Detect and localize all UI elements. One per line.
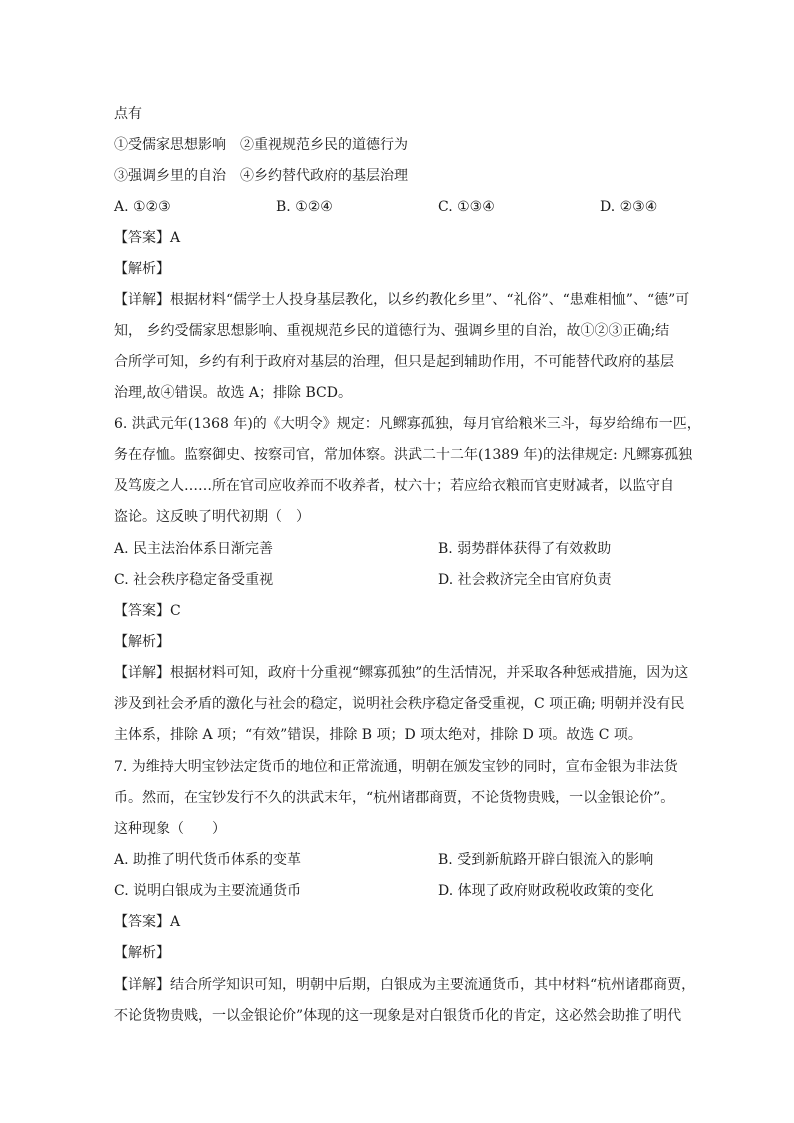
q7-option-b: B. 受到新航路开辟白银流入的影响 — [438, 852, 654, 868]
q6-option-c: C. 社会秩序稳定备受重视 — [114, 572, 274, 588]
q6-stem-line-2: 务在存恤。监察御史、按察司官，常加体察。洪武二十二年(1389 年)的法律规定: 凡鳏寡孤独 — [114, 447, 693, 463]
detail-text: 根据材料可知，政府十分重视“鳏寡孤独”的生活情况，并采取各种惩戒措施，因为这 — [170, 665, 689, 681]
q5-detail-line-1 — [114, 290, 689, 310]
q6-analysis-tag: 【解析】 — [114, 634, 170, 650]
detail-tag: 【详解】 — [114, 292, 170, 308]
detail-tag: 【详解】 — [114, 665, 170, 681]
q7-stem-line-2: 币。然而，在宝钞发行不久的洪武末年，“杭州诸郡商贾，不论货物贵贱，一以金银论价”。 — [114, 790, 675, 806]
q5-answer — [114, 228, 180, 248]
q5-option-b: B. ①②④ — [276, 199, 333, 215]
q6-stem-line-3: 及笃废之人……所在官司应收养而不收养者，杖六十；若应给衣粮而官吏财减者，以监守自 — [114, 478, 674, 494]
answer-value: A — [170, 914, 181, 930]
q7-analysis-tag: 【解析】 — [114, 945, 170, 961]
q7-stem-line-3: 这种现象（ ） — [114, 821, 226, 837]
detail-tag: 【详解】 — [114, 977, 170, 993]
q7-option-a: A. 助推了明代货币体系的变革 — [114, 852, 302, 868]
q6-detail-line-3: 主体系，排除 A 项；“有效”错误，排除 B 项；D 项太绝对，排除 D 项。故选 C 项。 — [114, 727, 642, 743]
q7-stem-line-1: 7. 为维持大明宝钞法定货币的地位和正常流通，明朝在颁发宝钞的同时，宣布金银为非法货 — [114, 759, 678, 775]
q6-stem-line-1: 6. 洪武元年(1368 年)的《大明令》规定：凡鳏寡孤独，每月官给粮米三斗，每岁给绵布一匹， — [114, 416, 701, 432]
q7-detail-line-1 — [114, 975, 695, 995]
q6-stem-line-4: 盗论。这反映了明代初期（ ） — [114, 509, 310, 525]
q5-option-a: A. ①②③ — [114, 199, 171, 215]
detail-text: 结合所学知识可知，明朝中后期，白银成为主要流通货币，其中材料“杭州诸郡商贾， — [170, 977, 696, 993]
q6-option-b: B. 弱势群体获得了有效救助 — [438, 541, 612, 557]
q7-option-d: D. 体现了政府财政税收政策的变化 — [438, 883, 654, 899]
q5-items-row1: ①受儒家思想影响 ②重视规范乡民的道德行为 — [114, 137, 408, 153]
q5-option-c: C. ①③④ — [438, 199, 495, 215]
answer-tag: 【答案】 — [114, 603, 170, 619]
answer-value: A — [170, 230, 181, 246]
detail-text: 根据材料“儒学士人投身基层教化，以乡约教化乡里”、“礼俗”、“患难相恤”、“德”可 — [170, 292, 690, 308]
answer-tag: 【答案】 — [114, 914, 170, 930]
q6-answer — [114, 601, 181, 621]
q5-stem-tail: 点有 — [114, 106, 142, 122]
q6-detail-line-2: 涉及到社会矛盾的激化与社会的稳定，说明社会秩序稳定备受重视，C 项正确; 明朝并没有民 — [114, 696, 685, 712]
answer-tag: 【答案】 — [114, 230, 170, 246]
q5-detail-line-2: 知， 乡约受儒家思想影响、重视规范乡民的道德行为、强调乡里的自治，故①②③正确;结 — [114, 323, 670, 339]
q5-option-d: D. ②③④ — [600, 199, 658, 215]
q5-items-row2: ③强调乡里的自治 ④乡约替代政府的基层治理 — [114, 168, 408, 184]
q5-detail-line-3: 合所学可知，乡约有利于政府对基层的治理，但只是起到辅助作用，不可能替代政府的基层 — [114, 354, 674, 370]
q6-option-d: D. 社会救济完全由官府负责 — [438, 572, 612, 588]
q7-detail-line-2: 不论货物贵贱，一以金银论价”体现的这一现象是对白银货币化的肯定，这必然会助推了明代 — [114, 1008, 682, 1024]
q6-option-a: A. 民主法治体系日渐完善 — [114, 541, 274, 557]
answer-value: C — [170, 603, 181, 619]
q5-analysis-tag: 【解析】 — [114, 261, 170, 277]
q6-detail-line-1 — [114, 663, 688, 683]
q7-answer — [114, 912, 180, 932]
q5-detail-line-4: 治理,故④错误。故选 A；排除 BCD。 — [114, 385, 352, 401]
q7-option-c: C. 说明白银成为主要流通货币 — [114, 883, 302, 899]
